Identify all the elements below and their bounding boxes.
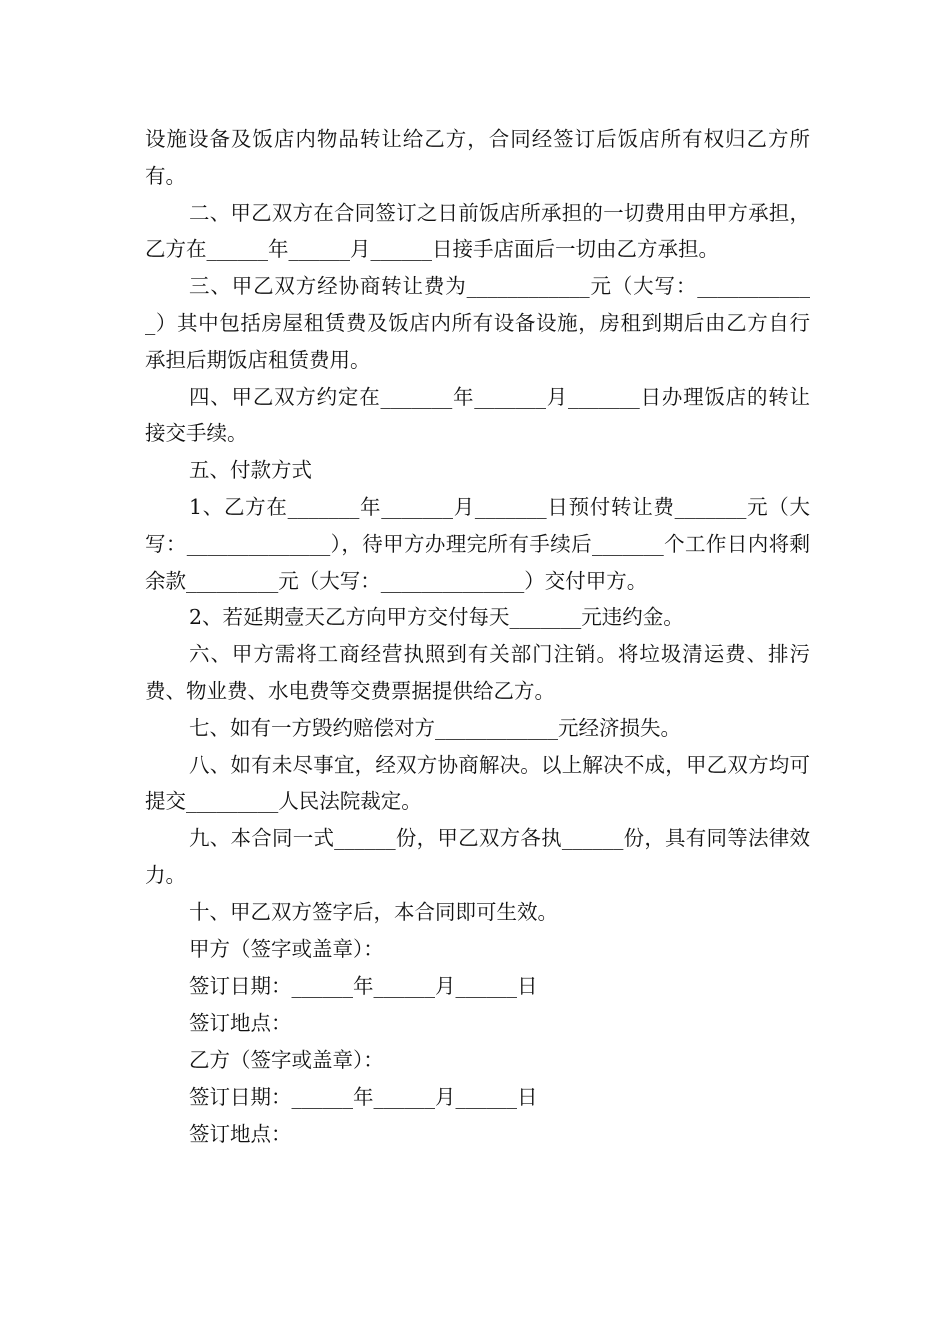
clause-6-license-cancellation: 六、甲方需将工商经营执照到有关部门注销。将垃圾清运费、排污费、物业费、水电费等交费票据提供给乙方。: [145, 642, 810, 703]
clause-5-1-advance-payment: 1、乙方在_______年_______月_______日预付转让费_______元（大写：______________），待甲方办理完所有手续后_______个工作日内将剩余款_________元（大写：______________）交付甲方。: [145, 494, 810, 593]
clause-8-dispute-resolution: 八、如有未尽事宜，经双方协商解决。以上解决不成，甲乙双方均可提交_________人民法院裁定。: [145, 752, 810, 814]
party-a-sign-place: 签订地点：: [189, 1010, 292, 1035]
party-b-sign-date: 签订日期：______年______月______日: [189, 1084, 538, 1109]
paragraph-transfer-ownership: 设施设备及饭店内物品转让给乙方，合同经签订后饭店所有权归乙方所有。: [145, 127, 810, 188]
clause-5-2-late-penalty: 2、若延期壹天乙方向甲方交付每天_______元违约金。: [189, 605, 684, 630]
party-a-signature: 甲方（签字或盖章）：: [189, 936, 384, 961]
clause-4-handover-date: 四、甲乙双方约定在_______年_______月_______日办理饭店的转让接交手续。: [145, 384, 810, 446]
clause-9-copies: 九、本合同一式______份，甲乙双方各执______份，具有同等法律效力。: [145, 826, 810, 887]
clause-3-transfer-fee: 三、甲乙双方经协商转让费为____________元（大写：____________）其中包括房屋租赁费及饭店内所有设备设施，房租到期后由乙方自行承担后期饭店租赁费用。: [145, 274, 810, 372]
party-b-sign-place: 签订地点：: [189, 1121, 292, 1146]
party-b-signature: 乙方（签字或盖章）：: [189, 1047, 384, 1072]
contract-page: [145, 121, 810, 1153]
signature-block: [145, 931, 810, 1153]
party-a-sign-date: 签订日期：______年______月______日: [189, 973, 538, 998]
clause-2-expenses: 二、甲乙双方在合同签订之日前饭店所承担的一切费用由甲方承担，乙方在______年______月______日接手店面后一切由乙方承担。: [145, 200, 810, 262]
clause-7-breach-compensation: 七、如有一方毁约赔偿对方____________元经济损失。: [189, 715, 681, 740]
clause-10-effectiveness: 十、甲乙双方签字后，本合同即可生效。: [189, 899, 558, 924]
clause-5-payment-heading: 五、付款方式: [189, 458, 312, 483]
